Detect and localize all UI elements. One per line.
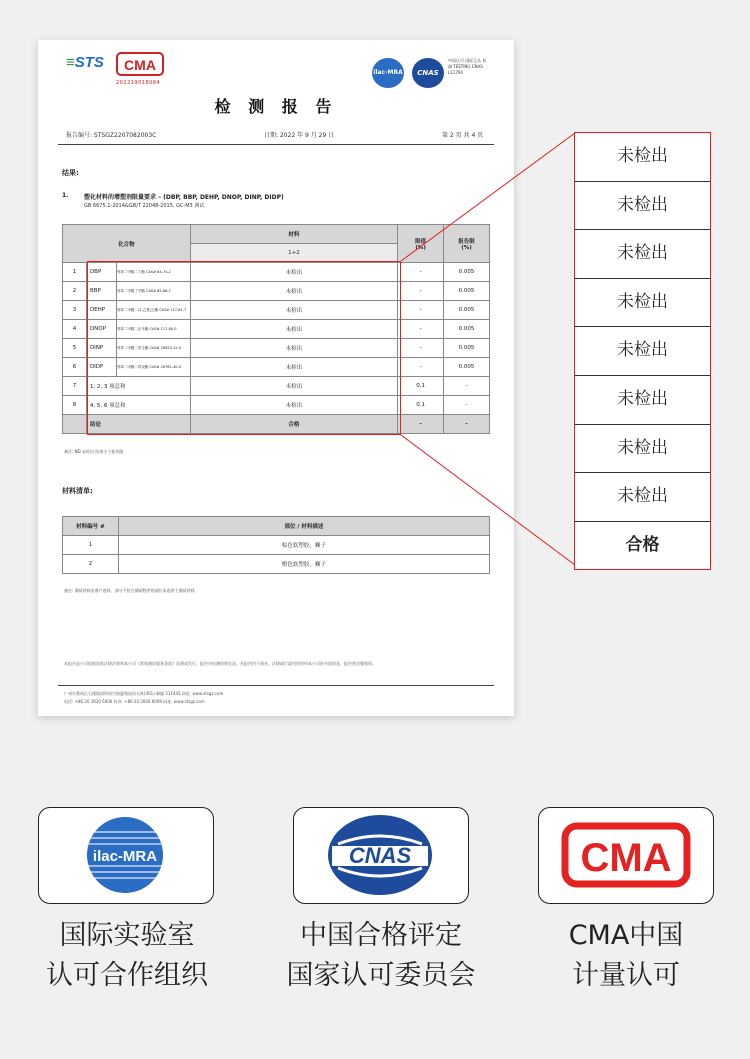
report-number: 报告编号: STSGZ2207082003C [66,132,157,139]
ilac-mra-badge [38,807,214,904]
cma-number: 202219018084 [116,80,161,86]
callout-result: 未检出 [575,327,710,376]
header-material: 材料 [190,225,397,244]
callout-result: 未检出 [575,230,710,279]
materials-heading: 材料清单: [62,487,93,495]
cnas-caption: 中国合格评定 国家认可委员会 [286,920,476,991]
item-title: 塑化材料的增塑剂限量要求 – (DBP, BBP, DEHP, DNOP, DINP, DIDP) [84,194,284,201]
callout-result: 未检出 [575,133,710,182]
callout-result: 未检出 [575,182,710,231]
table-row: 4 DNOP 邻苯二甲酸二正辛酯 CAS# 117-84-0 未检出 - 0.005 [63,320,490,339]
cnas-logo-small: CNAS [412,58,444,88]
table-row: 1 棕色软塑胶，狮子 [63,536,490,555]
footer-contact: 电话: +86 20 3930 6006 传真: +86 20 3930 6009 网址: www.stsgz.com [64,699,205,704]
cnas-description: 中国认可 国际互认 检测 TESTING CNAS L11794 [448,58,487,75]
cma-caption: CMA中国 计量认可 [568,920,684,991]
page-number: 第 2 页 共 4 页 [442,132,484,139]
mat-header-desc: 部位 / 材料描述 [118,517,489,536]
cnas-logo [294,808,467,902]
header-limit: 限值 (%) [398,225,444,263]
callout-conclusion: 合格 [625,534,660,555]
results-callout [574,132,711,570]
table-row: 1 DBP 邻苯二甲酸二丁酯 CAS# 84-74-2 未检出 - 0.005 [63,263,490,282]
footer-disclaimer: 本报告是公司依据国家法律法规和本公司《常规测试服务条款》而建成发行，报告对检测结果负责，若报告用于商业、法律或行政用途须经本公司的书面同意，报告须完整使用。 [64,661,376,666]
materials-note: 备注: 测试材料由客户选择，部分不符合测试程序的部位未选用于测试材料。 [64,588,199,593]
cma-logo-small: CMA [116,52,164,76]
cnas-badge [293,807,469,904]
table-row: 8 4, 5, 6 项总和 未检出 0.1 - [63,396,490,415]
callout-result: 未检出 [575,376,710,425]
header-report-limit: 报告限 (%) [444,225,490,263]
result-heading: 结果: [62,169,79,177]
table-row: 7 1, 2, 3 项总和 未检出 0.1 - [63,377,490,396]
report-date: 日期: 2022 年 9 月 29 日 [264,132,335,139]
table-row: 2 BBP 邻苯二甲酸丁苄酯 CAS# 85-68-7 未检出 - 0.005 [63,282,490,301]
footer-address: 广州市番禺区石楼镇深圳南兴路惠聚园西五栋(401) 邮编 511443 网址: www.stsgz.com [64,691,224,696]
callout-result: 未检出 [575,425,710,474]
table-row: 2 橙色软塑胶，狮子 [63,555,490,574]
conclusion-row: 结论 合格 - - [63,415,490,434]
table-row: 6 DIDP 邻苯二甲酸二异癸酯 CAS# 26761-40-0 未检出 - 0.005 [63,358,490,377]
item-number: 1. [62,192,69,199]
ilac-logo-small: ilac-MRA [372,58,404,88]
table-row: 5 DINP 邻苯二甲酸二异壬酯 CAS# 28553-12-0 未检出 - 0.005 [63,339,490,358]
cma-logo [539,808,712,902]
cma-badge [538,807,714,904]
ilac-mra-logo [39,808,212,902]
table-note: 备注: ND 未检出 结果小于报告限 [64,449,124,454]
table-row: 3 DEHP 邻苯二甲酸二(2-乙基己)酯 CAS# 117-81-7 未检出 - 0.005 [63,301,490,320]
callout-result: 未检出 [575,279,710,328]
report-title: 检 测 报 告 [214,97,338,116]
svg-text:CMA: CMA [580,836,672,880]
item-standard: GB 6675.1-2014&GB/T 22048-2015, GC-M3 测试 [84,203,205,209]
mat-header-no: 材料编号 # [63,517,119,536]
sts-logo: ≡STS [66,54,104,71]
callout-result: 未检出 [575,473,710,522]
ilac-caption: 国际实验室 认可合作组织 [46,920,208,991]
header-material-no: 1+2 [190,244,397,263]
svg-text:CNAS: CNAS [348,843,412,868]
svg-text:ilac-MRA: ilac-MRA [92,848,158,865]
header-chemical: 化合物 [63,225,191,263]
